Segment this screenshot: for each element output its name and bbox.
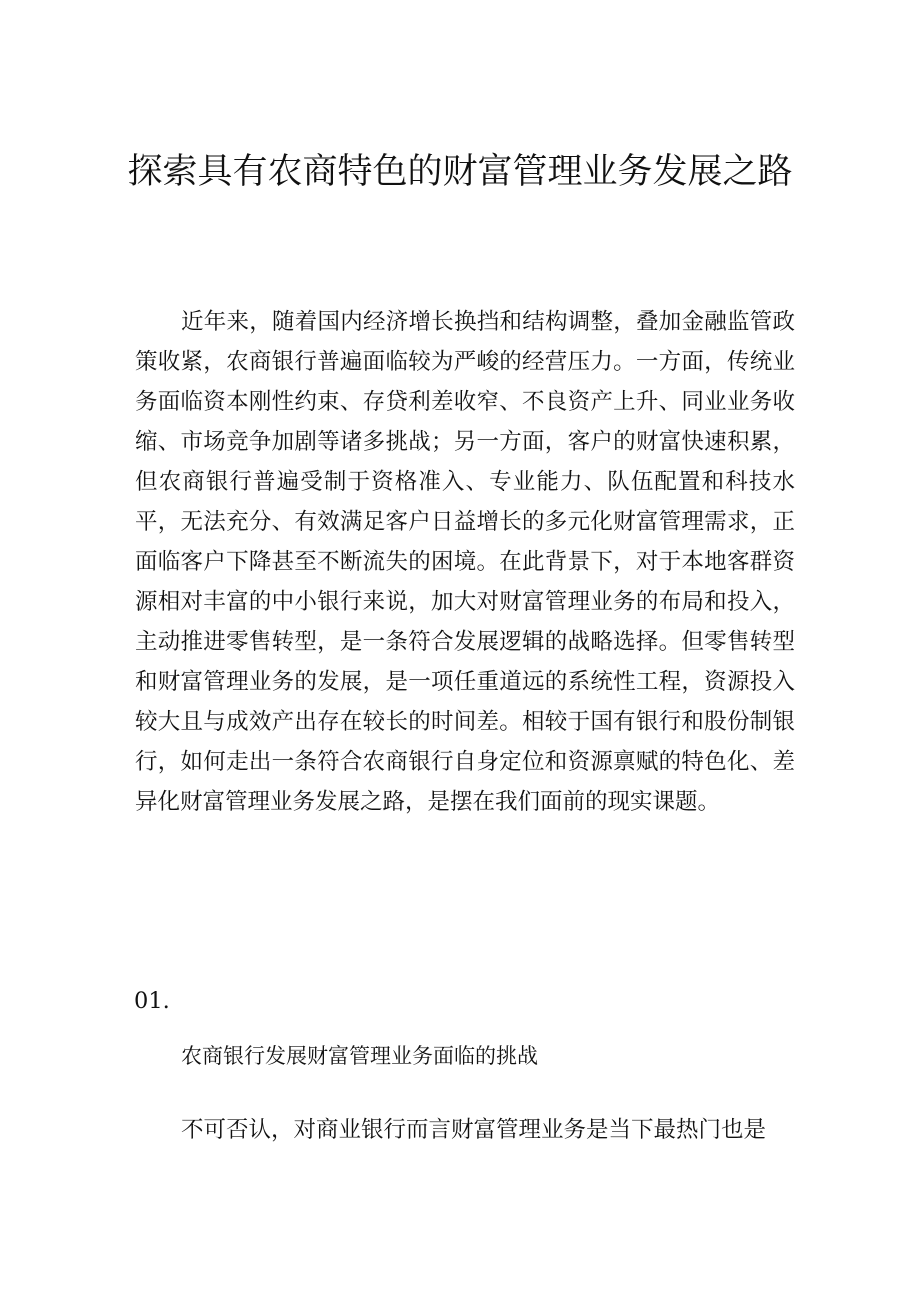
section-number: 01. xyxy=(134,988,170,1014)
section-title: 农商银行发展财富管理业务面临的挑战 xyxy=(181,1044,538,1068)
document-title: 探索具有农商特色的财富管理业务发展之路 xyxy=(127,152,793,192)
body-paragraph: 不可否认，对商业银行而言财富管理业务是当下最热门也是 xyxy=(181,1117,767,1143)
intro-paragraph: 近年来，随着国内经济增长换挡和结构调整，叠加金融监管政策收紧，农商银行普遍面临较为严峻的经营压力。一方面，传统业务面临资本刚性约束、存贷利差收窄、不良资产上升、同业业务收缩、市场竞争加剧等诸多挑战；另一方面，客户的财富快速积累，但农商银行普遍受制于资格准入、专业能力、队伍配置和科技水平，无法充分、有效满足客户日益增长的多元化财富管理需求，正面临客户下降甚至不断流失的困境。在此背景下，对于本地客群资源相对丰富的中小银行来说，加大对财富管理业务的布局和投入，主动推进零售转型，是一条符合发展逻辑的战略选择。但零售转型和财富管理业务的发展，是一项任重道远的系统性工程，资源投入较大且与成效产出存在较长的时间差。相较于国有银行和股份制银行，如何走出一条符合农商银行自身定位和资源禀赋的特色化、差异化财富管理业务发展之路，是摆在我们面前的现实课题。 xyxy=(135,309,795,815)
